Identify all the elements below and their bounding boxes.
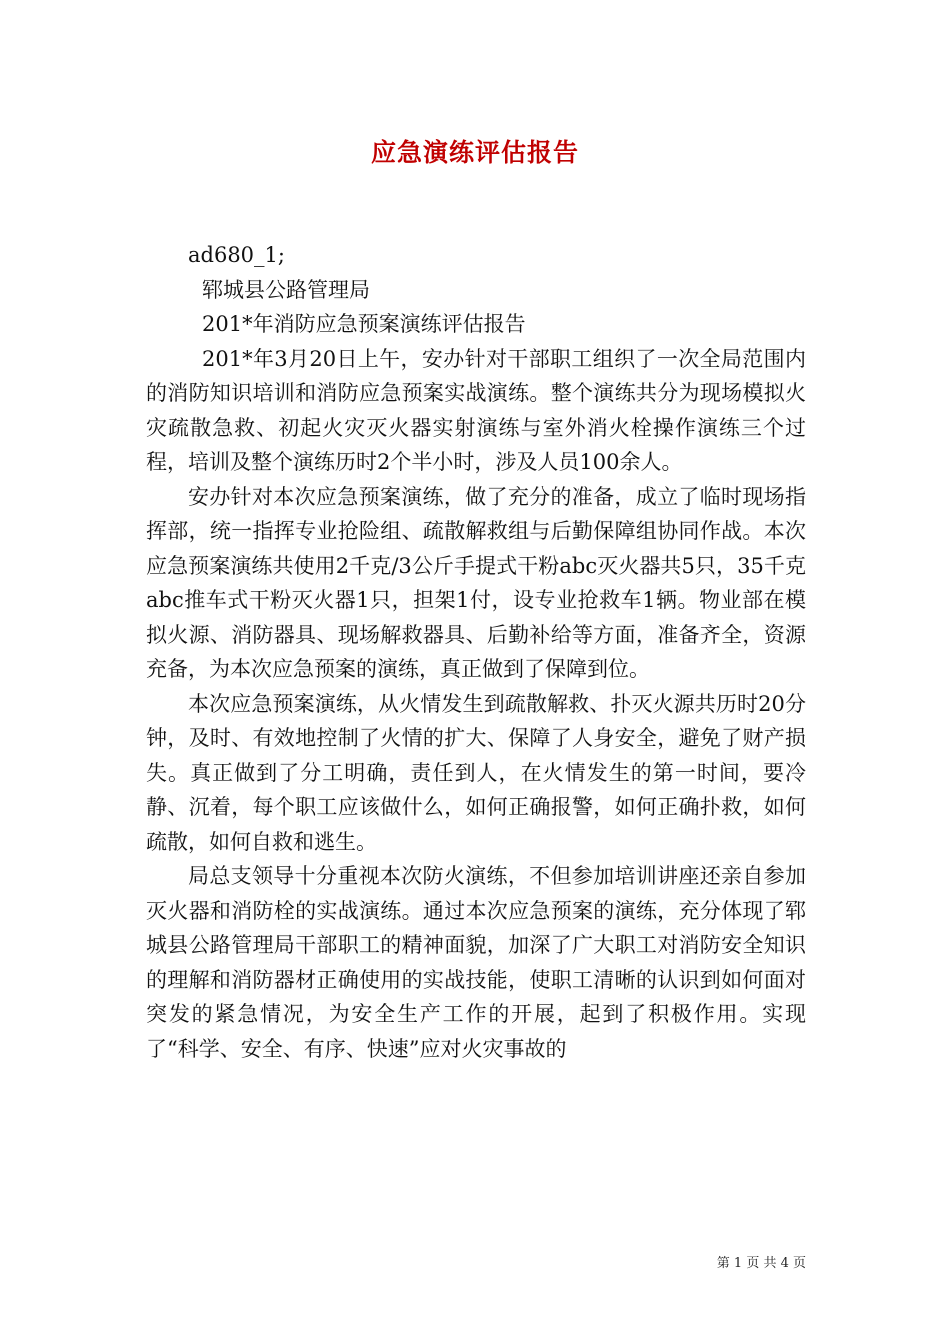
paragraph: 201*年3月20日上午，安办针对干部职工组织了一次全局范围内的消防知识培训和消防应急预案实战演练。整个演练共分为现场模拟火灾疏散急救、初起火灾灭火器实射演练与室外消火栓操作演练三个过程，培训及整个演练历时2个半小时，涉及人员100余人。: [146, 346, 806, 474]
page-title: 应急演练评估报告: [370, 138, 579, 167]
document-body: [146, 238, 806, 1066]
document-code: ad680_1;: [188, 243, 285, 267]
paragraph: 安办针对本次应急预案演练，做了充分的准备，成立了临时现场指挥部，统一指挥专业抢险组、疏散解救组与后勤保障组协同作战。本次应急预案演练共使用2千克/3公斤手提式干粉abc灭火器共5只，35千克abc推车式干粉灭火器1只，担架1付，设专业抢救车1辆。物业部在模拟火源、消防器具、现场解救器具、后勤补给等方面，准备齐全，资源充备，为本次应急预案的演练，真正做到了保障到位。: [146, 484, 806, 681]
page-number-footer: 第 1 页 共 4 页: [716, 1256, 806, 1271]
paragraph: 本次应急预案演练，从火情发生到疏散解救、扑灭火源共历时20分钟，及时、有效地控制了火情的扩大、保障了人身安全，避免了财产损失。真正做到了分工明确，责任到人，在火情发生的第一时间，要冷静、沉着，每个职工应该做什么，如何正确报警，如何正确扑救，如何疏散，如何自救和逃生。: [146, 691, 806, 854]
paragraph: 局总支领导十分重视本次防火演练，不但参加培训讲座还亲自参加灭火器和消防栓的实战演练。通过本次应急预案的演练，充分体现了郓城县公路管理局干部职工的精神面貌，加深了广大职工对消防安全知识的理解和消防器材正确使用的实战技能，使职工清晰的认识到如何面对突发的紧急情况，为安全生产工作的开展，起到了积极作用。实现了“科学、安全、有序、快速”应对火灾事故的: [146, 864, 806, 1061]
report-subtitle: 201*年消防应急预案演练评估报告: [202, 312, 526, 336]
organization-name: 郓城县公路管理局: [202, 277, 370, 302]
